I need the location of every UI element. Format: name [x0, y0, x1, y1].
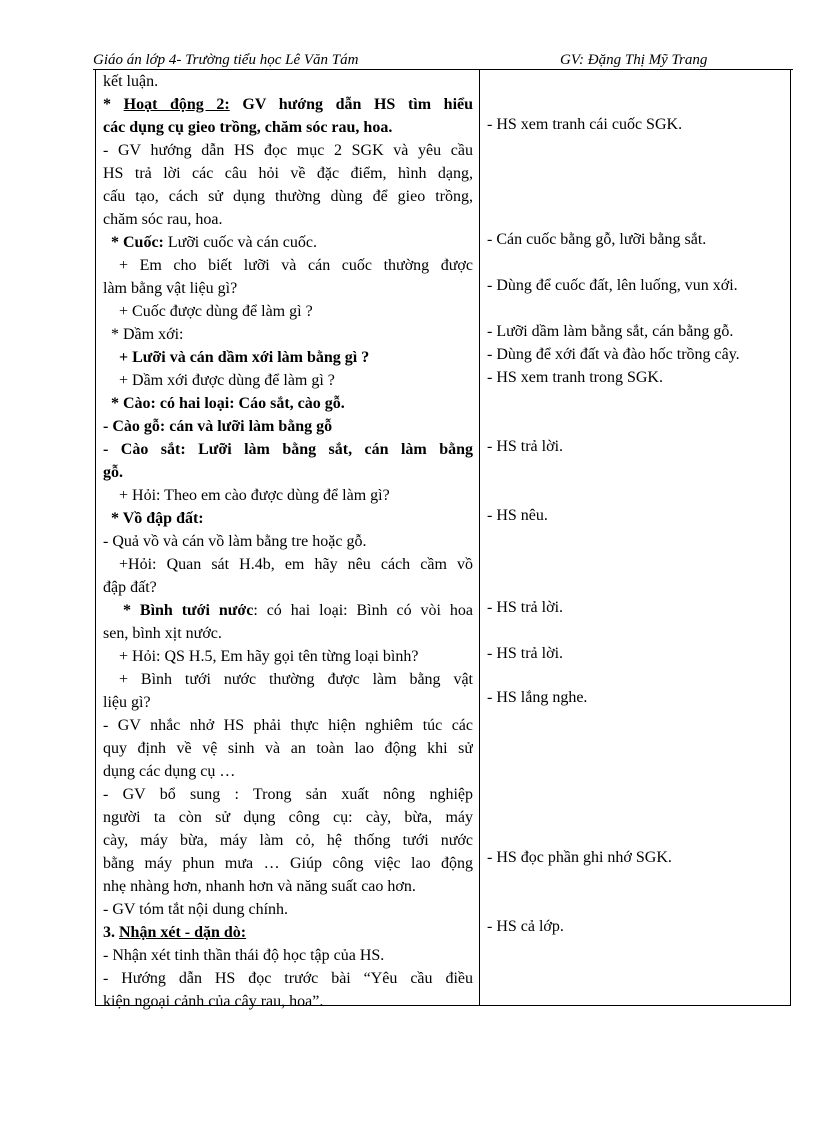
- rake-heading: * Cào: có hai loại: Cáo sắt, cào gỗ.: [111, 395, 345, 412]
- activity-2-heading-cont: các dụng cụ gieo trồng, chăm sóc rau, hoa.: [103, 119, 393, 136]
- student-response: - HS trả lời.: [487, 645, 564, 662]
- student-response: - Cán cuốc bằng gỗ, lưỡi bằng sắt.: [487, 231, 707, 248]
- section-3-heading: 3. Nhận xét - dặn dò:: [103, 924, 247, 941]
- text-line: - Quả vồ và cán vồ làm bằng tre hoặc gỗ.: [103, 533, 367, 550]
- teacher-activities-column: [103, 70, 473, 1013]
- text-line: quy định về vệ sinh và an toàn lao động khi sử: [103, 740, 473, 757]
- text-line: - GV nhắc nhở HS phải thực hiện nghiêm túc các: [103, 717, 473, 734]
- student-response: - HS xem tranh cái cuốc SGK.: [487, 116, 683, 133]
- text-line: cấu tạo, cách sử dụng thường dùng để gieo trồng,: [103, 188, 473, 205]
- text-line: nhẹ nhàng hơn, nhanh hơn và năng suất cao hơn.: [103, 878, 416, 895]
- student-response: - HS cả lớp.: [487, 918, 564, 935]
- text-line: + Hỏi: QS H.5, Em hãy gọi tên từng loại bình?: [119, 648, 419, 665]
- text-line: - GV tóm tắt nội dung chính.: [103, 901, 289, 918]
- text-line: - GV bổ sung : Trong sản xuất nông nghiệp: [103, 786, 473, 803]
- text-line: làm bằng vật liệu gì?: [103, 280, 238, 297]
- text-line: - Hướng dẫn HS đọc trước bài “Yêu cầu điều: [103, 970, 473, 987]
- text-line: dụng các dụng cụ …: [103, 763, 236, 780]
- text-line: + Bình tưới nước thường được làm bằng vật: [119, 671, 473, 688]
- student-response: - HS trả lời.: [487, 599, 564, 616]
- text-line: + Cuốc được dùng để làm gì ?: [119, 303, 313, 320]
- text-line: kết luận.: [103, 73, 159, 90]
- text-line: HS trả lời các câu hỏi về đặc điểm, hình dạng,: [103, 165, 473, 182]
- text-line: người ta còn sử dụng công cụ: cày, bừa, máy: [103, 809, 473, 826]
- student-response: - HS lắng nghe.: [487, 689, 588, 706]
- student-response: - Dùng để cuốc đất, lên luống, vun xới.: [487, 277, 738, 294]
- text-line: đập đất?: [103, 579, 157, 596]
- hoe-heading: * Cuốc: Lưỡi cuốc và cán cuốc.: [111, 234, 317, 251]
- text-line: cày, máy bừa, máy làm cỏ, hệ thống tưới nước: [103, 832, 473, 849]
- text-line: gỗ.: [103, 464, 123, 481]
- text-line: - Nhận xét tinh thần thái độ học tập của HS.: [103, 947, 385, 964]
- text-line: - Cào sắt: Lưỡi làm bằng sắt, cán làm bằng: [103, 441, 473, 458]
- text-line: - Cào gỗ: cán và lưỡi làm bằng gỗ: [103, 418, 333, 435]
- column-divider: [479, 70, 480, 1005]
- text-line: + Dầm xới được dùng để làm gì ?: [119, 372, 335, 389]
- text-line: kiện ngoại cảnh của cây rau, hoa”.: [103, 993, 324, 1010]
- trowel-heading: * Dầm xới:: [111, 326, 184, 343]
- text-line: chăm sóc rau, hoa.: [103, 211, 223, 228]
- text-line: liệu gì?: [103, 694, 151, 711]
- lesson-table: [95, 70, 791, 1010]
- text-line: + Em cho biết lưỡi và cán cuốc thường được: [119, 257, 473, 274]
- student-response: - HS nêu.: [487, 507, 548, 524]
- student-response: - HS đọc phần ghi nhớ SGK.: [487, 849, 672, 866]
- watering-can-heading: * Bình tưới nước: có hai loại: Bình có vòi hoa: [123, 602, 473, 619]
- student-response: - Lưỡi dầm làm bằng sắt, cán bằng gỗ.: [487, 323, 734, 340]
- activity-2-heading: * Hoạt động 2: GV hướng dẫn HS tìm hiểu: [103, 96, 473, 113]
- text-line: + Hỏi: Theo em cào được dùng để làm gì?: [119, 487, 390, 504]
- text-line: +Hỏi: Quan sát H.4b, em hãy nêu cách cầm vồ: [119, 556, 473, 573]
- text-line: sen, bình xịt nước.: [103, 625, 222, 642]
- student-response: - HS xem tranh trong SGK.: [487, 369, 663, 386]
- text-line: + Lưỡi và cán dầm xới làm bằng gì ?: [119, 349, 370, 366]
- text-line: - GV hướng dẫn HS đọc mục 2 SGK và yêu cầu: [103, 142, 473, 159]
- student-response: - HS trả lời.: [487, 438, 564, 455]
- header-school: Giáo án lớp 4- Trường tiểu học Lê Văn Tám: [93, 52, 359, 68]
- student-response: - Dùng để xới đất và đào hốc trồng cây.: [487, 346, 740, 363]
- text-line: bằng máy phun mưa … Giúp công việc lao động: [103, 855, 473, 872]
- header-teacher: GV: Đặng Thị Mỹ Trang: [560, 52, 708, 68]
- mallet-heading: * Vồ đập đất:: [111, 510, 204, 527]
